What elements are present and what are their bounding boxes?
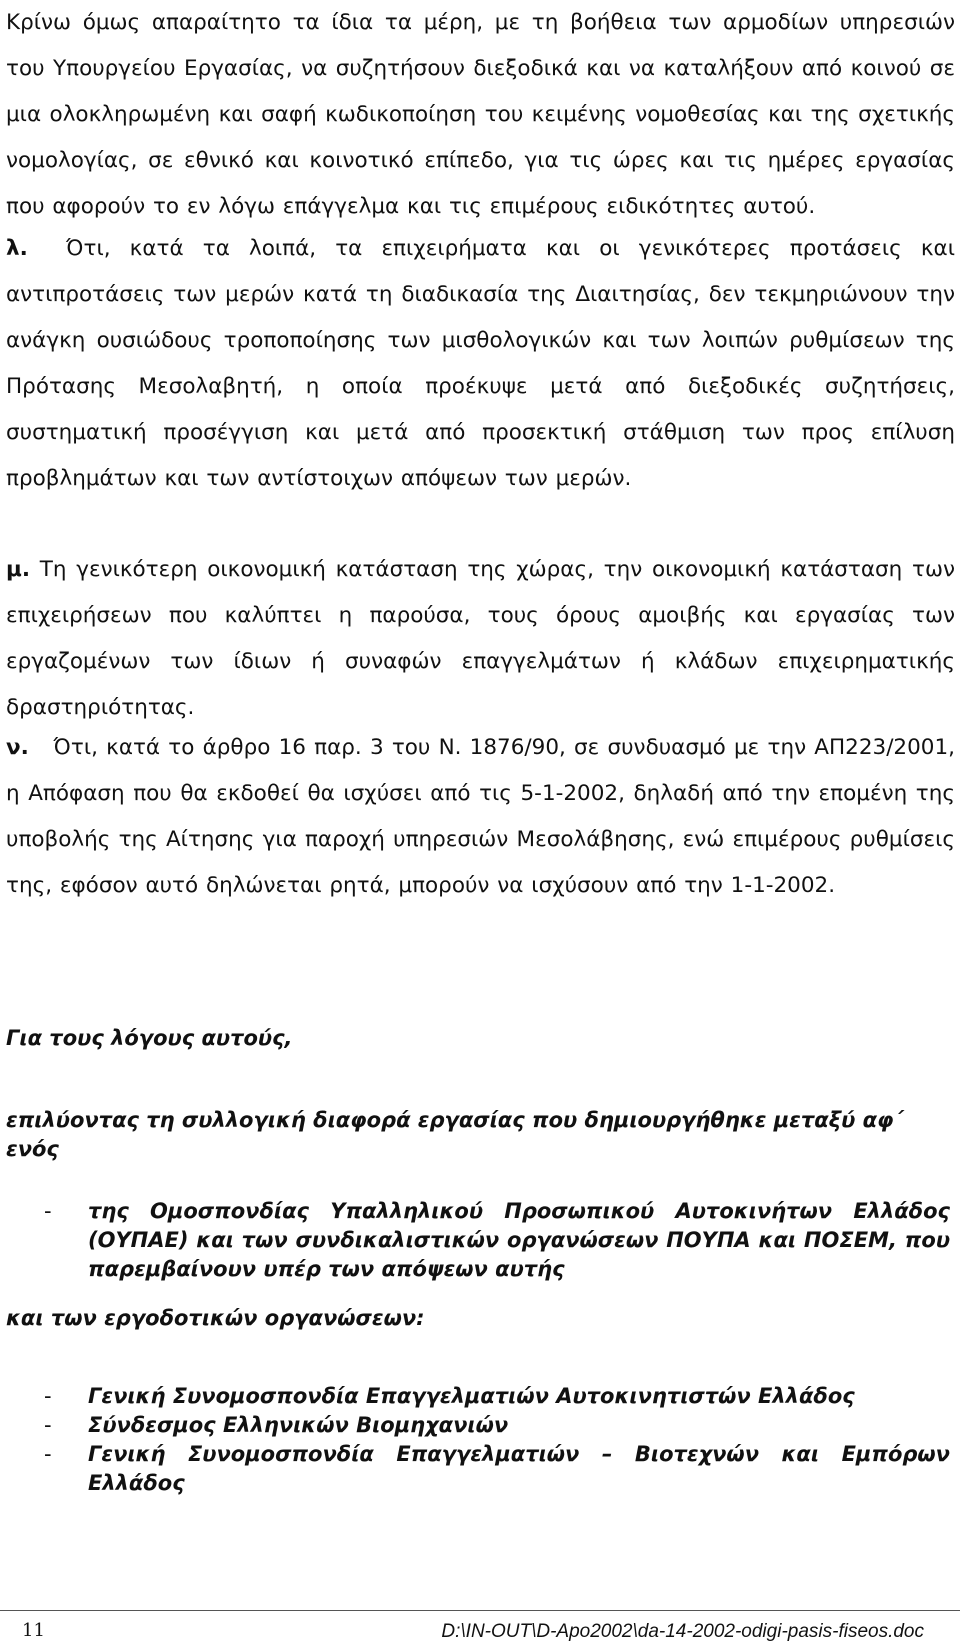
resolving-statement: επιλύοντας τη συλλογική διαφορά εργασίας που δημιουργήθηκε μεταξύ αφ΄ ενός xyxy=(6,1108,903,1161)
list-item-text: Σύνδεσμος Ελληνικών Βιομηχανιών xyxy=(88,1413,509,1437)
employer-organizations-list xyxy=(6,1382,950,1498)
dash-bullet: - xyxy=(44,1442,52,1466)
paragraph-marker: μ. xyxy=(6,557,30,582)
list-item-text: Γενική Συνομοσπονδία Επαγγελματιών – Βιοτεχνών και Εμπόρων Ελλάδος xyxy=(88,1442,950,1495)
union-parties-list xyxy=(6,1197,950,1284)
paragraph-marker: λ. xyxy=(6,236,28,261)
paragraph-l xyxy=(6,226,955,502)
paragraph-k xyxy=(6,0,955,230)
dash-bullet: - xyxy=(44,1384,52,1408)
paragraph-text: Κρίνω όμως απαραίτητο τα ίδια τα μέρη, με τη βοήθεια των αρμοδίων υπηρεσιών του Υπουργείου Εργασίας, να συζητήσουν διεξοδικά και να καταλήξουν από κοινού σε μια ολοκληρωμένη και σαφή κωδικοποίηση του κειμένης νομοθεσίας και της σχετικής νομολογίας, σε εθνικό και κοινοτικό επίπεδο, για τις ώρες και τις ημέρες εργασίας που αφορούν το εν λόγω επάγγελμα και τις επιμέρους ειδικότητες αυτού. xyxy=(6,10,955,219)
dash-bullet: - xyxy=(44,1413,52,1437)
paragraph-n xyxy=(6,725,955,909)
paragraph-marker: ν. xyxy=(6,735,29,760)
page-number: 11 xyxy=(22,1620,45,1641)
reasons-heading: Για τους λόγους αυτούς, xyxy=(6,1026,293,1050)
list-item xyxy=(6,1382,950,1411)
list-item-text: Γενική Συνομοσπονδία Επαγγελματιών Αυτοκινητιστών Ελλάδος xyxy=(88,1384,855,1408)
paragraph-text: Ότι, κατά το άρθρο 16 παρ. 3 του Ν. 1876/90, σε συνδυασμό με την ΑΠ223/2001, η Απόφαση που θα εκδοθεί θα ισχύσει από τις 5-1-2002, δηλαδή από την επομένη της υποβολής της Αίτησης για παροχή υπηρεσιών Μεσολάβησης, ενώ επιμέρους ρυθμίσεις της, εφόσον αυτό δηλώνεται ρητά, μπορούν να ισχύσουν από την 1-1-2002. xyxy=(6,735,955,898)
dash-bullet: - xyxy=(44,1199,52,1223)
list-item xyxy=(6,1411,950,1440)
paragraph-text: Τη γενικότερη οικονομική κατάσταση της χώρας, την οικονομική κατάσταση των επιχειρήσεων που καλύπτει η παρούσα, τους όρους αμοιβής και εργασίας των εργαζομένων των ίδιων ή συναφών επαγγελμάτων ή κλάδων επιχειρηματικής δραστηριότητας. xyxy=(6,557,955,720)
footer-divider xyxy=(0,1610,960,1611)
list-item xyxy=(6,1440,950,1498)
employers-heading: και των εργοδοτικών οργανώσεων: xyxy=(6,1306,425,1330)
paragraph-m xyxy=(6,547,955,731)
list-item-text: της Ομοσπονδίας Υπαλληλικού Προσωπικού Αυτοκινήτων Ελλάδος (ΟΥΠΑΕ) και των συνδικαλιστικών οργανώσεων ΠΟΥΠΑ και ΠΟΣΕΜ, που παρεμβαίνουν υπέρ των απόψεων αυτής xyxy=(88,1199,950,1281)
paragraph-text: Ότι, κατά τα λοιπά, τα επιχειρήματα και οι γενικότερες προτάσεις και αντιπροτάσεις των μερών κατά τη διαδικασία της Διαιτησίας, δεν τεκμηριώνουν την ανάγκη ουσιώδους τροποποίησης των μισθολογικών και των λοιπών ρυθμίσεων της Πρότασης Μεσολαβητή, η οποία προέκυψε μετά από διεξοδικές συζητήσεις, συστηματική προσέγγιση και μετά από προσεκτική στάθμιση των προς επίλυση προβλημάτων και των αντίστοιχων απόψεων των μερών. xyxy=(6,236,956,491)
list-item xyxy=(6,1197,950,1284)
footer-file-path: D:\IN-OUT\D-Apo2002\da-14-2002-odigi-pasis-fiseos.doc xyxy=(441,1621,924,1642)
